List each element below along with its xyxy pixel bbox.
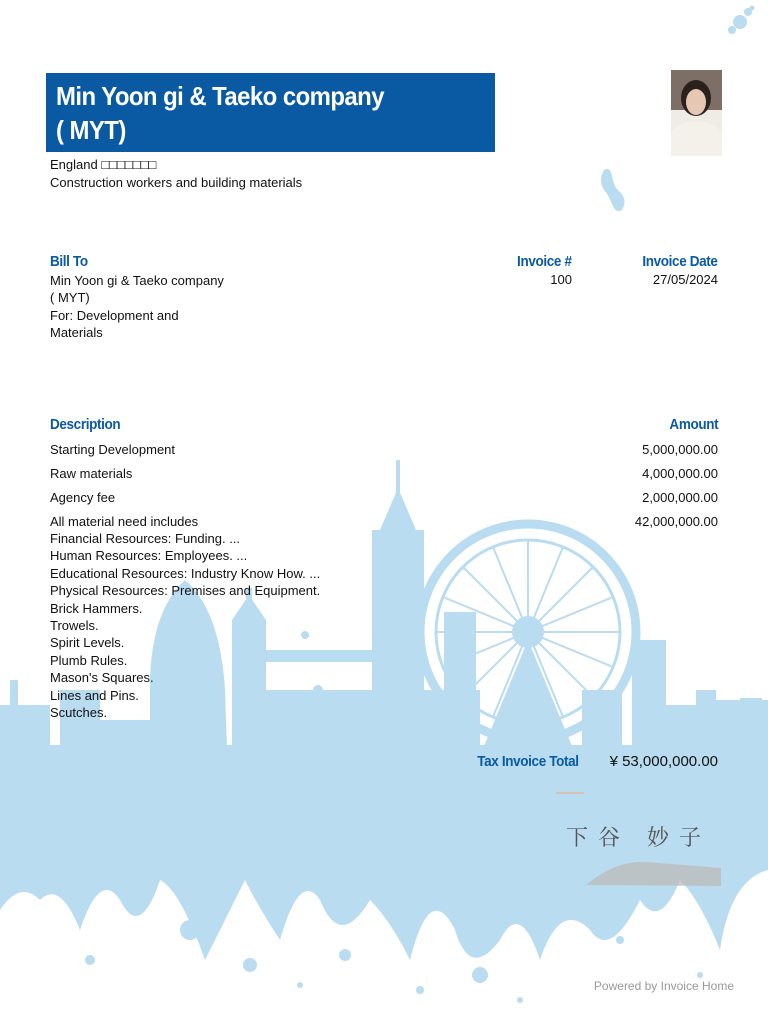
material-list-item: Plumb Rules.: [50, 652, 128, 668]
signature-text: 下谷 妙子: [566, 826, 711, 851]
line-item-description: All material need includes: [50, 514, 199, 529]
material-list-item: Human Resources: Employees. ...: [50, 548, 248, 564]
bill-to-line: Min Yoon gi & Taeko company: [50, 273, 224, 288]
powered-by-footer: Powered by Invoice Home: [593, 979, 734, 993]
tax-invoice-total-value: ¥ 53,000,000.00: [609, 753, 718, 770]
bill-to-line: ( MYT): [50, 290, 90, 306]
line-item-amount: 2,000,000.00: [642, 490, 718, 505]
company-photo: [671, 70, 722, 156]
bill-to-label: Bill To: [50, 253, 88, 270]
description-header: Description: [50, 416, 121, 433]
portrait-image: [671, 70, 722, 156]
company-location: England □□□□□□□: [50, 157, 157, 172]
invoice-number: 100: [550, 272, 572, 287]
company-header-band: [46, 73, 495, 152]
company-tagline: Construction workers and building materials: [50, 175, 303, 190]
line-item-description: Agency fee: [50, 490, 116, 505]
material-list: [50, 530, 320, 721]
signature-image: [556, 790, 726, 890]
bill-to-details: [50, 272, 290, 342]
bill-to-line: For: Development and: [50, 307, 179, 323]
material-list-item: Financial Resources: Funding. ...: [50, 531, 241, 546]
material-list-item: Lines and Pins.: [50, 687, 139, 703]
material-list-item: Physical Resources: Premises and Equipment.: [50, 583, 321, 599]
amount-header: Amount: [669, 416, 718, 433]
bill-to-line: Materials: [50, 325, 103, 341]
invoice-date: 27/05/2024: [652, 272, 718, 287]
line-item-amount: 4,000,000.00: [642, 466, 718, 481]
company-name-line-1: Min Yoon gi & Taeko company: [56, 81, 384, 111]
material-list-item: Mason's Squares.: [50, 670, 154, 686]
line-item-amount: 42,000,000.00: [634, 514, 718, 529]
invoice-number-label: Invoice #: [517, 253, 572, 270]
line-item-amount: 5,000,000.00: [642, 442, 718, 457]
company-name-line-2: ( MYT): [56, 115, 126, 145]
material-list-item: Educational Resources: Industry Know How. ...: [50, 565, 321, 581]
invoice-date-label: Invoice Date: [642, 253, 718, 270]
material-list-item: Brick Hammers.: [50, 600, 143, 616]
material-list-item: Trowels.: [50, 618, 99, 634]
line-item-description: Raw materials: [50, 466, 133, 481]
material-list-item: Spirit Levels.: [50, 635, 125, 651]
line-item-description: Starting Development: [50, 442, 176, 457]
signature: [556, 790, 726, 890]
tax-invoice-total-label: Tax Invoice Total: [477, 753, 579, 770]
material-list-item: Scutches.: [50, 705, 108, 721]
